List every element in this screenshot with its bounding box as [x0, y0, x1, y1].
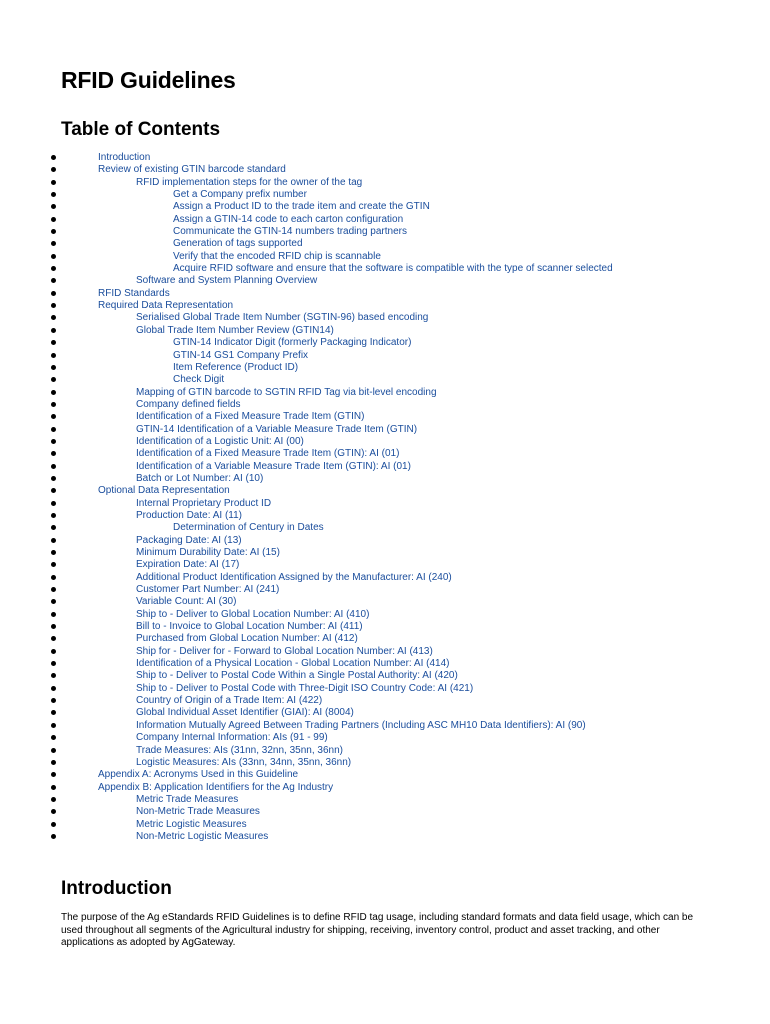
- toc-item: [61, 300, 770, 312]
- toc-item: [61, 670, 770, 682]
- toc-item: [61, 794, 770, 806]
- toc-link[interactable]: Ship to - Deliver to Postal Code with Three-Digit ISO Country Code: AI (421): [136, 682, 474, 694]
- toc-link[interactable]: Ship to - Deliver to Postal Code Within a Single Postal Authority: AI (420): [136, 670, 458, 682]
- toc-link[interactable]: Non-Metric Trade Measures: [136, 806, 260, 818]
- toc-item: [61, 646, 770, 658]
- toc-item: [61, 201, 770, 213]
- toc-item: [61, 535, 770, 547]
- toc-link[interactable]: Software and System Planning Overview: [136, 275, 318, 287]
- toc-link[interactable]: RFID implementation steps for the owner of the tag: [136, 176, 363, 188]
- table-of-contents: [61, 152, 770, 843]
- toc-link[interactable]: Identification of a Variable Measure Trade Item (GTIN): AI (01): [136, 460, 411, 472]
- toc-item: [61, 757, 770, 769]
- toc-item: [61, 436, 770, 448]
- toc-item: [61, 732, 770, 744]
- toc-link[interactable]: Non-Metric Logistic Measures: [136, 830, 269, 842]
- toc-link[interactable]: Global Individual Asset Identifier (GIAI): AI (8004): [136, 707, 354, 719]
- toc-item: [61, 374, 770, 386]
- toc-link[interactable]: Identification of a Fixed Measure Trade Item (GTIN): [136, 411, 365, 423]
- toc-item: [61, 498, 770, 510]
- toc-item: [61, 350, 770, 362]
- toc-item: [61, 745, 770, 757]
- toc-item: [61, 831, 770, 843]
- toc-item: [61, 769, 770, 781]
- toc-link[interactable]: Generation of tags supported: [173, 238, 303, 250]
- toc-item: [61, 214, 770, 226]
- toc-item: [61, 337, 770, 349]
- introduction-heading: Introduction: [61, 878, 172, 900]
- toc-item: [61, 473, 770, 485]
- toc-link[interactable]: Customer Part Number: AI (241): [136, 584, 280, 596]
- toc-item: [61, 263, 770, 275]
- toc-item: [61, 189, 770, 201]
- toc-item: [61, 251, 770, 263]
- toc-link[interactable]: Information Mutually Agreed Between Trading Partners (Including ASC MH10 Data Identifiers): AI (90): [136, 719, 586, 731]
- toc-link[interactable]: Identification of a Physical Location - Global Location Number: AI (414): [136, 658, 450, 670]
- toc-item: [61, 288, 770, 300]
- toc-item: [61, 461, 770, 473]
- toc-link[interactable]: Review of existing GTIN barcode standard: [98, 164, 286, 176]
- toc-item: [61, 819, 770, 831]
- toc-link[interactable]: Verify that the encoded RFID chip is scannable: [173, 250, 381, 262]
- toc-item: [61, 362, 770, 374]
- toc-item: [61, 547, 770, 559]
- toc-link[interactable]: Batch or Lot Number: AI (10): [136, 472, 264, 484]
- toc-link[interactable]: Appendix A: Acronyms Used in this Guideline: [98, 769, 299, 781]
- toc-item: [61, 720, 770, 732]
- toc-link[interactable]: Mapping of GTIN barcode to SGTIN RFID Tag via bit-level encoding: [136, 386, 437, 398]
- toc-item: [61, 177, 770, 189]
- toc-link[interactable]: Country of Origin of a Trade Item: AI (422): [136, 695, 323, 707]
- toc-link[interactable]: Serialised Global Trade Item Number (SGTIN-96) based encoding: [136, 312, 429, 324]
- toc-item: [61, 411, 770, 423]
- toc-item: [61, 609, 770, 621]
- toc-link[interactable]: Company defined fields: [136, 398, 241, 410]
- toc-link[interactable]: Packaging Date: AI (13): [136, 534, 242, 546]
- toc-link[interactable]: Identification of a Logistic Unit: AI (00): [136, 435, 304, 447]
- toc-link[interactable]: Metric Logistic Measures: [136, 818, 247, 830]
- toc-link[interactable]: GTIN-14 GS1 Company Prefix: [173, 349, 309, 361]
- toc-item: [61, 596, 770, 608]
- toc-item: [61, 559, 770, 571]
- toc-item: [61, 695, 770, 707]
- toc-item: [61, 621, 770, 633]
- toc-link[interactable]: Trade Measures: AIs (31nn, 32nn, 35nn, 36nn): [136, 744, 343, 756]
- toc-item: [61, 633, 770, 645]
- toc-item: [61, 782, 770, 794]
- toc-item: [61, 325, 770, 337]
- toc-link[interactable]: RFID Standards: [98, 287, 170, 299]
- page-title: RFID Guidelines: [61, 67, 236, 93]
- toc-item: [61, 275, 770, 287]
- toc-link[interactable]: Ship to - Deliver to Global Location Number: AI (410): [136, 608, 370, 620]
- toc-link[interactable]: Check Digit: [173, 374, 225, 386]
- toc-link[interactable]: Introduction: [98, 152, 151, 163]
- toc-link[interactable]: Global Trade Item Number Review (GTIN14): [136, 324, 334, 336]
- toc-link[interactable]: Production Date: AI (11): [136, 509, 242, 521]
- toc-item: [61, 658, 770, 670]
- toc-link[interactable]: Communicate the GTIN-14 numbers trading partners: [173, 226, 407, 238]
- toc-item: [61, 399, 770, 411]
- toc-link[interactable]: Acquire RFID software and ensure that the software is compatible with the type of scanner selected: [173, 263, 613, 275]
- toc-item: [61, 707, 770, 719]
- toc-link[interactable]: Bill to - Invoice to Global Location Number: AI (411): [136, 621, 363, 633]
- toc-link[interactable]: Internal Proprietary Product ID: [136, 497, 272, 509]
- toc-item: [61, 164, 770, 176]
- toc-link[interactable]: Logistic Measures: AIs (33nn, 34nn, 35nn, 36nn): [136, 756, 352, 768]
- toc-link[interactable]: Additional Product Identification Assigned by the Manufacturer: AI (240): [136, 571, 452, 583]
- toc-link[interactable]: Company Internal Information: AIs (91 - 99): [136, 732, 328, 744]
- toc-link[interactable]: Ship for - Deliver for - Forward to Global Location Number: AI (413): [136, 645, 433, 657]
- toc-item: [61, 424, 770, 436]
- toc-item: [61, 522, 770, 534]
- toc-heading: Table of Contents: [61, 119, 221, 140]
- toc-link[interactable]: Appendix B: Application Identifiers for the Ag Industry: [98, 781, 334, 793]
- toc-item: [61, 806, 770, 818]
- toc-item: [61, 448, 770, 460]
- toc-link[interactable]: Optional Data Representation: [98, 485, 230, 497]
- toc-item: [61, 312, 770, 324]
- toc-link[interactable]: Variable Count: AI (30): [136, 596, 237, 608]
- toc-link[interactable]: Get a Company prefix number: [173, 189, 307, 201]
- toc-link[interactable]: Assign a Product ID to the trade item and create the GTIN: [173, 201, 430, 213]
- toc-item: [61, 510, 770, 522]
- toc-link[interactable]: Item Reference (Product ID): [173, 361, 299, 373]
- toc-link[interactable]: GTIN-14 Indicator Digit (formerly Packaging Indicator): [173, 337, 412, 349]
- toc-item: [61, 226, 770, 238]
- toc-link[interactable]: Identification of a Fixed Measure Trade Item (GTIN): AI (01): [136, 448, 400, 460]
- toc-link[interactable]: Metric Trade Measures: [136, 793, 239, 805]
- toc-item: [61, 572, 770, 584]
- toc-link[interactable]: Determination of Century in Dates: [173, 522, 324, 534]
- toc-link[interactable]: Minimum Durability Date: AI (15): [136, 547, 280, 558]
- toc-item: [61, 683, 770, 695]
- toc-item: [61, 238, 770, 250]
- toc-item: [61, 584, 770, 596]
- toc-link[interactable]: Assign a GTIN-14 code to each carton configuration: [173, 213, 404, 225]
- toc-link[interactable]: Expiration Date: AI (17): [136, 559, 240, 571]
- toc-link[interactable]: Required Data Representation: [98, 300, 234, 312]
- toc-item: [61, 485, 770, 497]
- toc-link[interactable]: GTIN-14 Identification of a Variable Measure Trade Item (GTIN): [136, 423, 418, 435]
- introduction-paragraph: The purpose of the Ag eStandards RFID Guidelines is to define RFID tag usage, including standard formats and data field usage, which can be used throughout all segments of the Agricultural industry for shipping, receiving, inventory control, product and asset tracking, and other applications as adopted by AgGateway.: [61, 912, 694, 949]
- toc-link[interactable]: Purchased from Global Location Number: AI (412): [136, 633, 358, 645]
- toc-item: [61, 152, 770, 164]
- toc-item: [61, 387, 770, 399]
